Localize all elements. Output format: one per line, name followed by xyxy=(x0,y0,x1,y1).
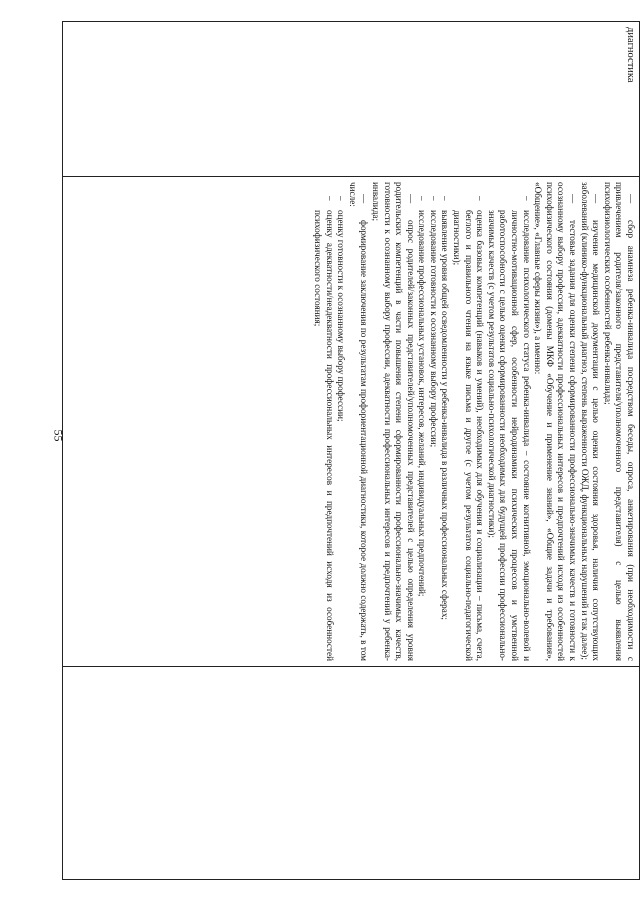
paragraph xyxy=(369,182,415,661)
paragraph xyxy=(578,182,601,661)
section-label-cell xyxy=(63,22,640,177)
table-row xyxy=(63,22,640,880)
rotated-page xyxy=(62,21,640,879)
paragraph xyxy=(532,182,578,661)
list-item: – выявление уровня общей осведомленности у ребенка-инвалида в различных профессиональных сферах; xyxy=(439,196,451,661)
list-item: – оценку адекватности/неадекватности профессиональных интересов и предпочтений исходя из особенностей психофизического состояния; xyxy=(311,196,334,661)
paragraph-text: формирование заключения по результатам профориентационной диагностики, которое должно содержать, в том числе: xyxy=(347,182,370,661)
dash-marker: — xyxy=(568,194,579,204)
dash-marker: — xyxy=(591,194,602,204)
list-item: – исследование профессиональных установок, интересов, желаний, индивидуальных предпочтений; xyxy=(416,196,428,661)
section-label: диагностика xyxy=(625,27,636,83)
dash-marker: — xyxy=(359,194,370,204)
paragraph-text: сбор анамнеза ребенка-инвалида посредством беседы, опроса, анкетирования (при необходимости с привлечением родителя/законного представителя/уполномоченного представителя) с целью выявления психофизиологических особенностей ребенка-инвалида; xyxy=(602,182,636,661)
content-table xyxy=(62,21,640,880)
list-item: – исследование психологического статуса ребенка-инвалида – состояние когнитивной, эмоционально-волевой и личностно-мотивационной сфер, особенности нейродинамики психических процессов и умственной работоспособности с целью оценки сформированности необходимых для будущей профессии профессионально-значимых качеств (с учетом результатов социально-психологической диагностики); xyxy=(485,196,531,661)
sub-list xyxy=(311,182,346,661)
paragraph xyxy=(346,182,369,661)
empty-cell xyxy=(63,667,640,880)
list-item: – оценка базовых компетенций (навыков и умений), необходимых для обучения и социализации – письма, счета, беглого и правильного чтения на языке письма и другое (с учетом результатов социально-педагогической диагностики); xyxy=(451,196,486,661)
paragraph-text: опрос родителей/законных представителей/уполномоченных представителей с целью определения уровня родительских компетенций в части повышения степени сформированности профессионально-значимых качеств, готовности к осознанному выбору профессии, адекватности профессиональных интересов и предпочтений у ребенка-инвалида; xyxy=(370,182,416,661)
paragraph xyxy=(601,182,636,661)
description-cell xyxy=(63,177,640,667)
sub-list xyxy=(416,182,532,661)
page-number: 55 xyxy=(51,429,66,442)
list-item: – исследование готовности к осознанному выбору профессии; xyxy=(427,196,439,661)
paragraph-text: изучение медицинской документации с целью оценки состояния здоровья, наличия сопутствующих заболеваний (клинико-функциональный диагноз, степень выраженности ОЖД, функциональных нарушений и так далее); xyxy=(579,182,602,661)
dash-marker: — xyxy=(405,194,416,204)
paragraph-text: тестовые задания для оценки степени сформированности профессионально-значимых качеств и готовности к осознанному выбору профессии, адекватности профессиональных интересов и предпочтений исходя из особенностей психофизического состояния (домены МКФ «Обучение и применение знаний», «Общие задачи и требования», «Общение», «Главные сферы жизни»), а именно: xyxy=(533,182,579,661)
dash-marker: — xyxy=(626,194,636,204)
list-item: – оценку готовности к осознанному выбору профессии; xyxy=(335,196,347,661)
